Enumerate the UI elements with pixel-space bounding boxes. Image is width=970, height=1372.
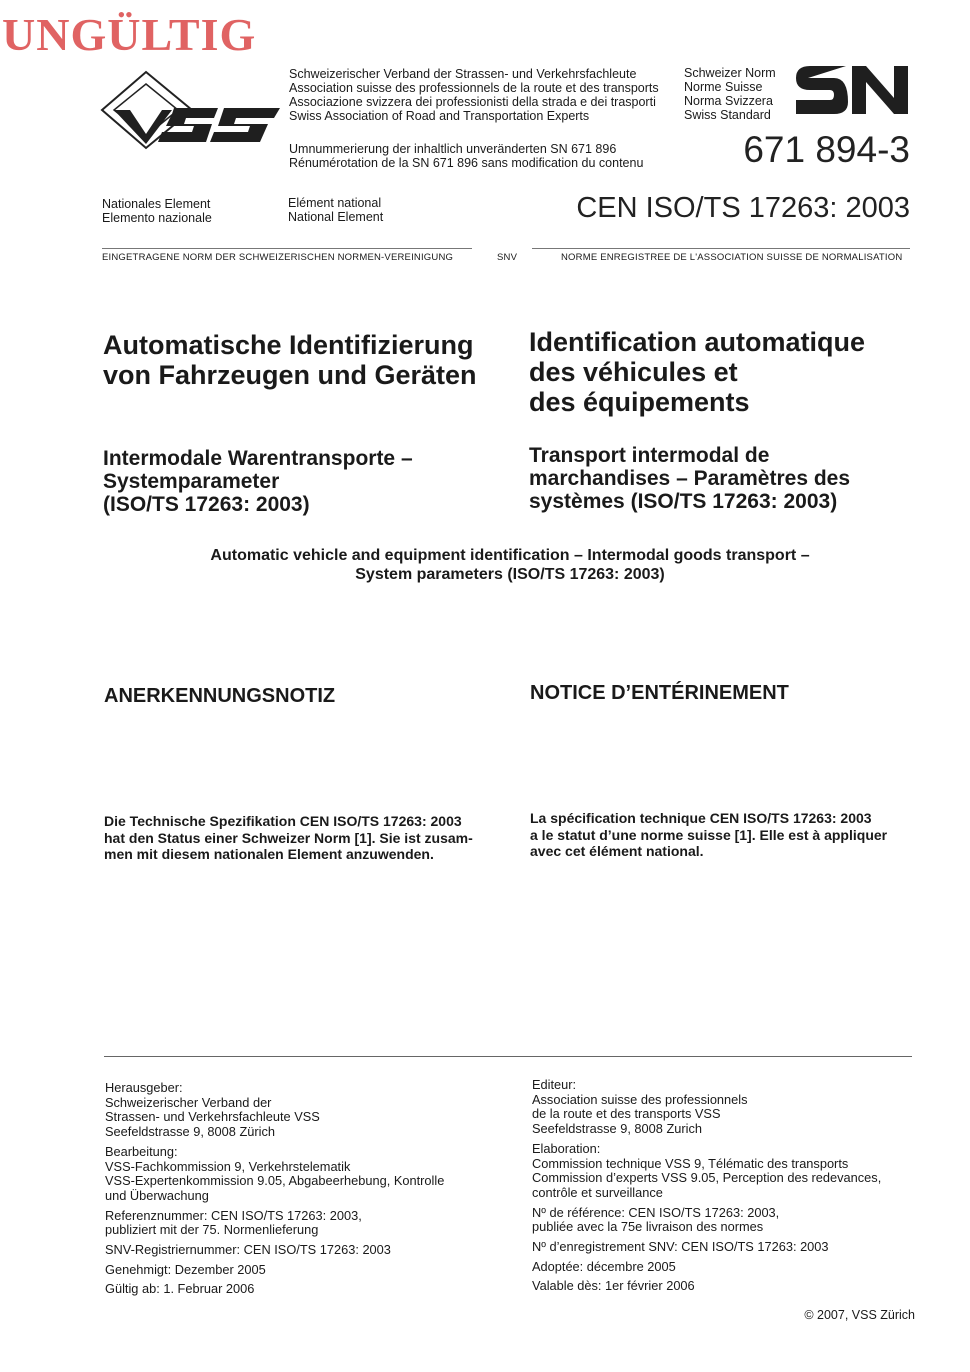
body-de-line: Die Technische Spezifikation CEN ISO/TS 17263: 2003 — [104, 813, 462, 829]
info-line: und Überwachung — [105, 1187, 209, 1203]
info-line: Nº de référence: CEN ISO/TS 17263: 2003, — [532, 1204, 780, 1220]
sn-number: 671 894-3 — [743, 129, 910, 170]
body-fr-line: a le statut d’une norme suisse [1]. Elle est à appliquer — [530, 826, 888, 843]
standard-names — [684, 66, 776, 122]
info-line: Commission technique VSS 9, Télématic des transports — [532, 1155, 849, 1171]
info-line: Editeur: — [532, 1077, 577, 1092]
info-line: Adoptée: décembre 2005 — [532, 1258, 676, 1274]
subtitle-fr-line: systèmes (ISO/TS 17263: 2003) — [529, 490, 838, 513]
info-line: VSS-Fachkommission 9, Verkehrstelematik — [105, 1158, 351, 1174]
info-line: Strassen- und Verkehrsfachleute VSS — [105, 1109, 320, 1125]
copyright: © 2007, VSS Zürich — [804, 1308, 915, 1322]
standard-name-de: Schweizer Norm — [684, 66, 776, 80]
national-element-de: Nationales Element — [102, 197, 211, 211]
info-line: de la route et des transports VSS — [532, 1106, 721, 1122]
title-de-line: Automatische Identifizierung — [103, 330, 474, 360]
association-fr: Association suisse des professionnels de la route et des transports — [289, 81, 659, 95]
info-line: Nº d’enregistrement SNV: CEN ISO/TS 17263: 2003 — [532, 1239, 829, 1255]
info-line: Elaboration: — [532, 1140, 601, 1156]
info-line: Seefeldstrasse 9, 8008 Zürich — [105, 1124, 276, 1140]
info-line: publiziert mit der 75. Normenlieferung — [105, 1222, 319, 1238]
info-line: Association suisse des professionnels — [532, 1091, 748, 1107]
renumbering-note — [289, 142, 643, 170]
footer-divider — [104, 1056, 912, 1057]
subtitle-french — [529, 444, 929, 513]
info-line: contrôle et surveillance — [532, 1184, 663, 1200]
national-element-en: National Element — [288, 210, 384, 224]
body-de-line: men mit diesem nationalen Element anzuwenden. — [104, 846, 434, 862]
title-fr-line: Identification automatique — [529, 327, 866, 357]
national-element-fr: Elément national — [288, 196, 382, 210]
subtitle-de-line: (ISO/TS 17263: 2003) — [103, 493, 310, 516]
title-english — [150, 546, 870, 584]
info-line: publiée avec la 75e livraison des normes — [532, 1219, 764, 1235]
association-de: Schweizerischer Verband der Strassen- und Verkehrsfachleute — [289, 67, 637, 81]
subtitle-german — [103, 447, 523, 516]
title-en-line: Automatic vehicle and equipment identification – Intermodal goods transport – — [210, 547, 810, 564]
registration-center: SNV — [497, 252, 518, 263]
body-fr-line: avec cet élément national. — [530, 843, 704, 859]
notice-heading-french: NOTICE D’ENTÉRINEMENT — [530, 682, 789, 704]
standard-name-en: Swiss Standard — [684, 108, 771, 122]
body-fr-line: La spécification technique CEN ISO/TS 17263: 2003 — [530, 810, 872, 826]
association-it: Associazione svizzera dei professionisti della strada e dei trasporti — [289, 95, 656, 109]
info-line: Seefeldstrasse 9, 8008 Zurich — [532, 1121, 703, 1137]
standard-name-fr: Norme Suisse — [684, 80, 763, 94]
notice-body-french — [530, 810, 920, 860]
info-line: Gültig ab: 1. Februar 2006 — [105, 1281, 255, 1297]
standard-name-it: Norma Svizzera — [684, 94, 773, 108]
publisher-info-french — [532, 1078, 932, 1294]
title-fr-line: des équipements — [529, 387, 750, 417]
title-french — [529, 327, 929, 417]
title-de-line: von Fahrzeugen und Geräten — [103, 360, 477, 390]
info-line: VSS-Expertenkommission 9.05, Abgabeerhebung, Kontrolle — [105, 1173, 445, 1189]
notice-heading-german: ANERKENNUNGSNOTIZ — [104, 685, 336, 707]
title-fr-line: des véhicules et — [529, 357, 738, 387]
info-line: Schweizerischer Verband der — [105, 1094, 272, 1110]
info-line: Bearbeitung: — [105, 1143, 178, 1159]
title-german — [103, 330, 523, 390]
notice-body-german — [104, 813, 504, 863]
renumbering-de: Umnummerierung der inhaltlich unveränderten SN 671 896 — [289, 142, 617, 156]
national-element-left — [102, 197, 212, 225]
info-line: Genehmigt: Dezember 2005 — [105, 1261, 266, 1277]
registration-right: NORME ENREGISTREE DE L'ASSOCIATION SUISSE DE NORMALISATION — [561, 252, 903, 263]
publisher-info-german — [105, 1081, 505, 1297]
subtitle-fr-line: Transport intermodal de — [529, 444, 770, 467]
sn-logo-icon — [794, 64, 910, 116]
registration-rule-right — [532, 248, 910, 249]
invalid-stamp: UNGÜLTIG — [2, 9, 257, 60]
body-de-line: hat den Status einer Schweizer Norm [1]. Sie ist zusam- — [104, 829, 473, 846]
association-en: Swiss Association of Road and Transportation Experts — [289, 109, 590, 123]
title-en-line: System parameters (ISO/TS 17263: 2003) — [355, 566, 665, 583]
subtitle-de-line: Intermodale Warentransporte – — [103, 447, 413, 470]
info-line: SNV-Registriernummer: CEN ISO/TS 17263: 2003 — [105, 1242, 391, 1258]
national-element-mid — [288, 196, 383, 224]
info-line: Herausgeber: — [105, 1080, 183, 1095]
national-element-it: Elemento nazionale — [102, 211, 212, 225]
vss-logo-icon — [100, 70, 282, 150]
subtitle-de-line: Systemparameter — [103, 470, 280, 493]
info-line: Valable dès: 1er février 2006 — [532, 1278, 695, 1294]
renumbering-fr: Rénumérotation de la SN 671 896 sans modification du contenu — [289, 156, 644, 170]
subtitle-fr-line: marchandises – Paramètres des — [529, 467, 851, 490]
info-line: Referenznummer: CEN ISO/TS 17263: 2003, — [105, 1207, 362, 1223]
registration-bar — [102, 244, 910, 266]
registration-rule-left — [102, 248, 472, 249]
association-names — [289, 67, 659, 123]
registration-left: EINGETRAGENE NORM DER SCHWEIZERISCHEN NORMEN-VEREINIGUNG — [102, 252, 454, 263]
cen-reference: CEN ISO/TS 17263: 2003 — [576, 192, 910, 224]
info-line: Commission d’experts VSS 9.05, Perception des redevances, — [532, 1170, 882, 1186]
